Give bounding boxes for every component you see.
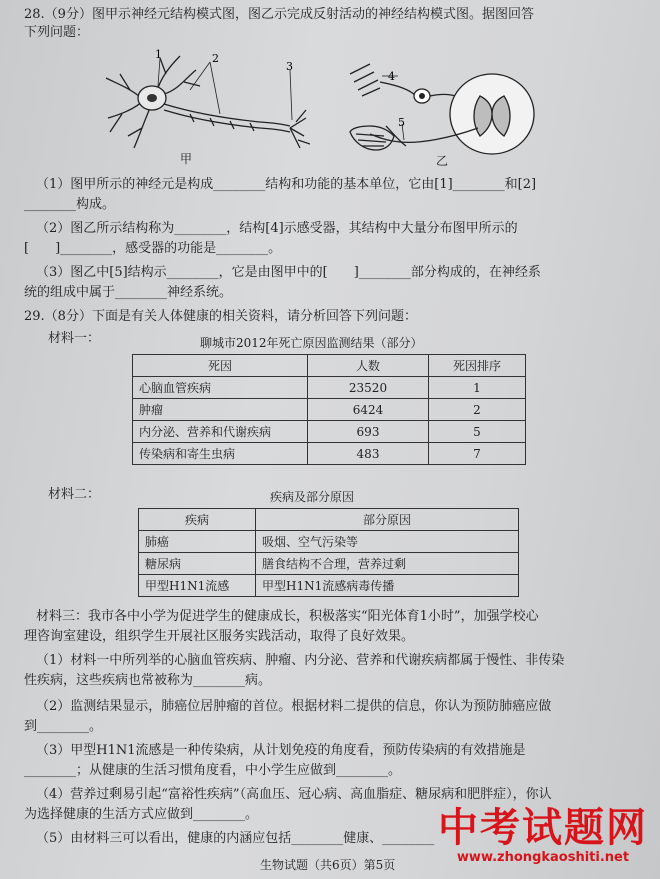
material2-table [138, 508, 519, 597]
q29-p1-b: 性疾病，这些疾病也常被称为________病。 [24, 673, 272, 688]
fig-label-3: 3 [286, 60, 293, 73]
material2-title: 疾病及部分原因 [270, 490, 355, 504]
page-footer: 生物试题（共6页）第5页 [260, 858, 396, 872]
table-cell: 肺癌 [139, 531, 256, 553]
table-header: 人数 [308, 355, 429, 377]
q29-intro: 29.（8分）下面是有关人体健康的相关资料，请分析回答下列问题： [24, 309, 417, 324]
table-cell: 693 [308, 421, 429, 443]
q28-intro-2: 下列问题： [24, 25, 90, 40]
table-row [133, 421, 526, 443]
fig-label-4: 4 [388, 70, 395, 83]
table-header: 疾病 [139, 509, 256, 531]
table-cell: 甲型H1N1流感 [139, 575, 256, 597]
material1-title: 聊城市2012年死亡原因监测结果（部分） [200, 336, 423, 350]
watermark-url: www.zhongkaoshiti.net [456, 850, 630, 865]
fig-label-1: 1 [155, 48, 162, 61]
q28-intro-1: 28.（9分）图甲示神经元结构模式图，图乙示完成反射活动的神经结构模式图。据图回答 [24, 7, 534, 22]
q29-p2-a: （2）监测结果显示，肺癌位居肿瘤的首位。根据材料二提供的信息，你认为预防肺癌应做 [36, 699, 552, 714]
q28-s1-a: （1）图甲所示的神经元是构成________结构和功能的基本单位，它由[1]________和[2] [36, 177, 537, 192]
material1-label: 材料一： [48, 331, 101, 346]
q29-p1-a: （1）材料一中所列举的心脑血管疾病、肿瘤、内分泌、营养和代谢疾病都属于慢性、非传染 [36, 653, 565, 668]
table-cell: 传染病和寄生虫病 [133, 443, 308, 465]
q28-s2-a: （2）图乙所示结构称为________，结构[4]示感受器，其结构中大量分布图甲所示的 [36, 221, 518, 236]
table-row [133, 443, 526, 465]
material2-label: 材料二： [48, 487, 101, 502]
fig-caption-jia: 甲 [180, 152, 193, 166]
table-cell: 6424 [308, 399, 429, 421]
table-header-row [133, 355, 526, 377]
table-cell: 吸烟、空气污染等 [256, 531, 519, 553]
table-cell: 糖尿病 [139, 553, 256, 575]
q28-s3-a: （3）图乙中[5]结构示________，它是由图甲中的[ ]________部分构成的，在神经系 [36, 265, 541, 280]
table-row [139, 553, 519, 575]
fig-caption-yi: 乙 [436, 154, 449, 168]
table-cell: 膳食结构不合理，营养过剩 [256, 553, 519, 575]
table-header: 死因排序 [429, 355, 526, 377]
q28-s2-b: [ ]________，感受器的功能是________。 [24, 241, 282, 256]
q29-p4-a: （4）营养过剩易引起“富裕性疾病”（高血压、冠心病、高血脂症、糖尿病和肥胖症），你认 [36, 787, 552, 802]
material3-a: 材料三：我市各中小学为促进学生的健康成长，积极落实“阳光体育1小时”，加强学校心 [36, 609, 539, 624]
table-cell: 内分泌、营养和代谢疾病 [133, 421, 308, 443]
table-header: 死因 [133, 355, 308, 377]
q28-s1-b: ________构成。 [24, 197, 116, 212]
table-row [133, 399, 526, 421]
fig-label-5: 5 [398, 116, 405, 129]
reflex-arc-diagram [340, 46, 550, 166]
table-cell: 483 [308, 443, 429, 465]
q29-p5: （5）由材料三可以看出，健康的内涵应包括________健康、________ [36, 831, 435, 846]
table-cell: 5 [429, 421, 526, 443]
table-cell: 1 [429, 377, 526, 399]
site-watermark [438, 806, 648, 865]
fig-label-2: 2 [212, 52, 219, 65]
neuron-diagram [100, 48, 310, 168]
q29-p3-a: （3）甲型H1N1流感是一种传染病，从计划免疫的角度看，预防传染病的有效措施是 [36, 743, 526, 758]
q29-p4-b: 为选择健康的生活方式应做到________。 [24, 807, 259, 822]
table-cell: 甲型H1N1流感病毒传播 [256, 575, 519, 597]
table-row [139, 531, 519, 553]
table-header: 部分原因 [256, 509, 519, 531]
watermark-title: 中考试题网 [438, 805, 648, 851]
table-cell: 7 [429, 443, 526, 465]
table-cell: 2 [429, 399, 526, 421]
table-row [133, 377, 526, 399]
q28-s3-b: 统的组成中属于________神经系统。 [24, 285, 233, 300]
q29-p3-b: ________；从健康的生活习惯角度看，中小学生应做到________。 [24, 763, 402, 778]
table-cell: 心脑血管疾病 [133, 377, 308, 399]
table-cell: 23520 [308, 377, 429, 399]
table-header-row [139, 509, 519, 531]
q29-p2-b: 到________。 [24, 719, 103, 734]
material1-table [132, 354, 526, 465]
material3-b: 理咨询室建设，组织学生开展社区服务实践活动，取得了良好效果。 [24, 629, 415, 644]
table-cell: 肿瘤 [133, 399, 308, 421]
table-row [139, 575, 519, 597]
